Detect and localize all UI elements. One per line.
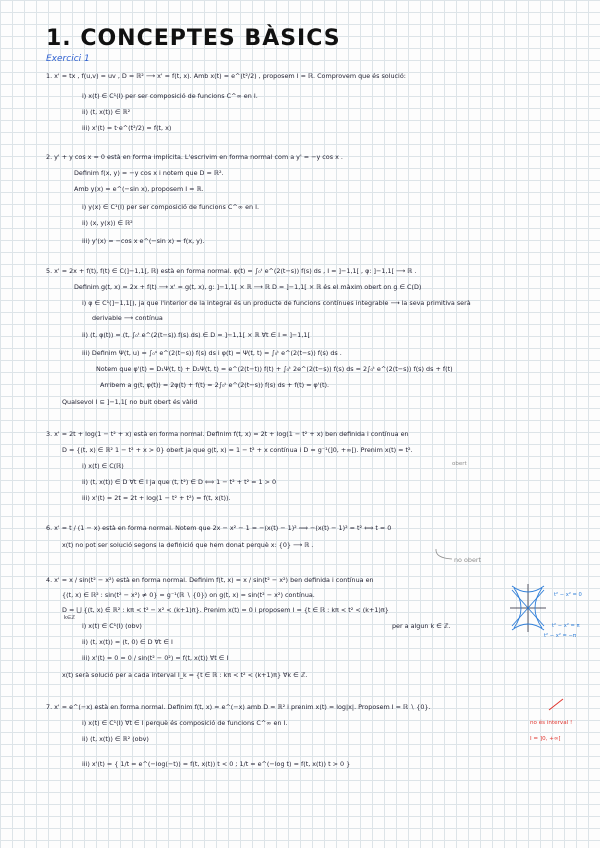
ex7-step-iii: iii) x'(t) = { 1/t = e^(−log(−t)) = f(t, x(t)) t < 0 ; 1/t = e^(−log t) = f(t, x(t)) t > 0 } [82,760,351,768]
ex5-step-i: i) φ ∈ C¹(]−1,1[), ja que l'interior de la integral és un producte de funcions contínues integrable ⟶ la seva primitiva serà [82,299,471,307]
ex7-not-interval-note: no és interval ! [530,720,573,726]
ex4-union-index: k∈ℤ [64,615,75,621]
ex4-domain: D = ⋃ {(t, x) ∈ ℝ² : kπ < t² − x² < (k+1)π}. Prenim x(t) = 0 i proposem I = {t ∈ ℝ : kπ < t² < (k+1)π} [62,606,389,614]
ex3-statement: 3. x' = 2t + log(1 − t² + x) està en forma normal. Definim f(t, x) = 2t + log(1 − t² + x) ben definida i contínua en [46,430,409,438]
ex4-step-i: i) x(t) ∈ C¹(I) (obv) [82,622,142,630]
exercise-heading: Exercici 1 [46,54,90,64]
ex2-statement: 2. y' + y cos x = 0 està en forma implícita. L'escrivim en forma normal com a y' = −y cos x . [46,153,343,161]
ex2-step-ii: ii) (x, y(x)) ∈ ℝ² [82,219,133,227]
ex3-domain: D = {(t, x) ∈ ℝ² 1 − t² + x > 0} obert ja que g(t, x) = 1 − t² + x contínua i D = g⁻¹(]0, +∞[). Prenim x(t) = t². [62,446,413,454]
ex1-step-iii: iii) x'(t) = t·e^(t²/2) = f(t, x) [82,124,172,132]
ex6-conclusion: x(t) no pot ser solució segons la definició que hem donat perquè x: {0} ⟶ ℝ . [62,541,314,549]
ex5-conclusion: Arribem a g(t, φ(t)) = 2φ(t) + f(t) = 2∫₀ᵗ e^(2(t−s)) f(s) ds + f(t) = φ'(t). [100,381,330,389]
ex5-statement: 5. x' = 2x + f(t), f(t) ∈ C(]−1,1[, ℝ) està en forma normal. φ(t) = ∫₀ᵗ e^(2(t−s)) f(s) ds , I = ]−1,1[ , φ: ]−1,1[ ⟶ ℝ . [46,267,417,275]
ex7-interval-note: I = ]0, +∞[ [530,736,561,742]
ex3-open-note: obert [452,461,467,467]
ex7-statement: 7. x' = e^(−x) està en forma normal. Definim f(t, x) = e^(−x) amb D = ℝ² i prenim x(t) = log|x|. Proposem I = ℝ ∖ {0}. [46,703,431,711]
ex2-step-iii: iii) y'(x) = −cos x e^(−sin x) = f(x, y). [82,237,205,245]
ex4-statement: 4. x' = x / sin(t² − x²) està en forma normal. Definim f(t, x) = x / sin(t² − x²) ben definida i contínua en [46,576,374,584]
ex1-step-ii: ii) (t, x(t)) ∈ ℝ² [82,108,131,116]
ex7-step-i: i) x(t) ∈ C¹(I) ∀t ∈ I perquè és composició de funcions C^∞ en I. [82,719,288,727]
ex5-step-i-cont: derivable ⟶ contínua [92,314,163,322]
ex4-conclusion: x(t) serà solució per a cada interval I_k = {t ∈ ℝ : kπ < t² < (k+1)π} ∀k ∈ ℤ. [62,671,308,679]
ex4-step-ii: ii) (t, x(t)) = (t, 0) ∈ D ∀t ∈ I [82,638,173,646]
ex2-define: Definim f(x, y) = −y cos x i notem que D = ℝ². [74,169,224,177]
ex4-set: {(t, x) ∈ ℝ² : sin(t² − x²) ≠ 0} = g⁻¹(ℝ ∖ {0}) on g(t, x) = sin(t² − x²) contínua. [62,591,315,599]
ex5-derivative: Notem que φ'(t) = D₁Ψ(t, t) + D₂Ψ(t, t) = e^(2(t−t)) f(t) + ∫₀ᵗ 2e^(2(t−s)) f(s) ds = 2∫₀ᵗ e^(2(t−s)) f(s) ds + f(t) [96,365,453,373]
ex2-propose: Amb y(x) = e^(−sin x), proposem I = ℝ. [74,185,204,193]
ex7-step-ii: ii) (t, x(t)) ∈ ℝ² (obv) [82,735,149,743]
ex5-define: Definim g(t, x) = 2x + f(t) ⟶ x' = g(t, x), g: ]−1,1[ × ℝ ⟶ ℝ D = ]−1,1[ × ℝ és el màxim obert on g ∈ C(D) [74,283,422,291]
ex6-statement: 6. x' = t / (1 − x) està en forma normal. Notem que 2x − x² − 1 = −(x(t) − 1)² ⟹ −(x(t) − 1)² = t² ⟺ t = 0 [46,524,392,532]
ex3-step-ii: ii) (t, x(t)) ∈ D ∀t ∈ I ja que (t, t²) ∈ D ⟺ 1 − t² + t² = 1 > 0 [82,478,277,486]
ex1-step-i: i) x(t) ∈ C¹(I) per ser composició de funcions C^∞ en I. [82,92,258,100]
ex6-arrow-icon [432,548,456,562]
ex4-k-note: per a algun k ∈ ℤ. [392,622,451,630]
ex3-step-iii: iii) x'(t) = 2t = 2t + log(1 − t² + t²) = f(t, x(t)). [82,494,231,502]
ex3-step-i: i) x(t) ∈ C(ℝ) [82,462,124,470]
ex5-step-ii: ii) (t, φ(t)) = (t, ∫₀ᵗ e^(2(t−s)) f(s) ds) ∈ D = ]−1,1[ × ℝ ∀t ∈ I = ]−1,1[ [82,331,310,339]
ex5-step-iii: iii) Definim Ψ(t, u) = ∫₀ᵘ e^(2(t−s)) f(s) ds i φ(t) = Ψ(t, t) = ∫₀ᵗ e^(2(t−s)) f(s) ds . [82,349,342,357]
hyperbola-label-minus-pi: t² − x² = −π [544,633,577,639]
hyperbola-diagram [508,580,548,636]
ex6-not-open-note: no obert [454,556,482,564]
ex5-interval-note: Qualsevol I ⊆ ]−1,1[ no buit obert és vàlid [62,398,198,406]
ex2-step-i: i) y(x) ∈ C¹(I) per ser composició de funcions C^∞ en I. [82,203,260,211]
hyperbola-label-pi: t² − x² = π [552,623,580,629]
page-title: 1. CONCEPTES BÀSICS [46,26,341,51]
ex1-statement: 1. x' = tx , f(u,v) = uv , D = ℝ² ⟶ x' = f(t, x). Amb x(t) = e^(t²/2) , proposem I = ℝ. Comprovem que és solució: [46,72,406,80]
hyperbola-label-zero: t² − x² = 0 [554,592,582,598]
ex4-step-iii: iii) x'(t) = 0 = 0 / sin(t² − 0²) = f(t, x(t)) ∀t ∈ I [82,654,229,662]
strike-mark-icon [548,698,564,712]
